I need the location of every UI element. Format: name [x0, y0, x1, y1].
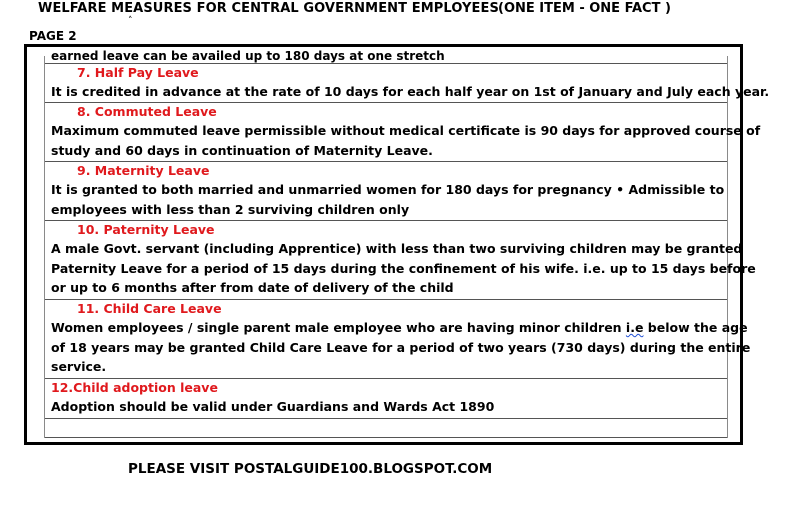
document-title: WELFARE MEASURES FOR CENTRAL GOVERNMENT EMPLOYEES — [38, 1, 499, 16]
row-title: 10. Paternity Leave — [77, 222, 215, 237]
row-title: 9. Maternity Leave — [77, 163, 210, 178]
row-title: 11. Child Care Leave — [77, 301, 222, 316]
row-line: or up to 6 months after from date of delivery of the child — [51, 280, 454, 295]
row-body — [45, 318, 751, 377]
footer-visit-text: PLEASE VISIT POSTALGUIDE100.BLOGSPOT.COM — [128, 461, 493, 477]
table-row — [45, 378, 727, 418]
row-title: 8. Commuted Leave — [77, 104, 217, 119]
table-row — [45, 299, 751, 378]
table-row — [45, 102, 761, 161]
row-line: of 18 years may be granted Child Care Leave for a period of two years (730 days) during the entire — [51, 339, 751, 355]
table-row — [45, 63, 770, 102]
row-line: A male Govt. servant (including Apprentice) with less than two surviving children may be granted — [51, 241, 743, 256]
row-body — [45, 397, 727, 417]
row-title: 7. Half Pay Leave — [77, 65, 199, 80]
row-title: 12.Child adoption leave — [51, 380, 218, 395]
row-line: It is credited in advance at the rate of 10 days for each half year on 1st of January and July each year. — [51, 84, 770, 99]
row-line: It is granted to both married and unmarried women for 180 days for pregnancy • Admissible to — [51, 182, 725, 197]
row-body — [45, 180, 727, 219]
cut-off-previous-line: earned leave can be availed up to 180 days at one stretch — [51, 49, 445, 63]
empty-table-row — [45, 418, 727, 437]
row-line: study and 60 days in continuation of Maternity Leave. — [51, 142, 433, 158]
row-line: Adoption should be valid under Guardians and Wards Act 1890 — [51, 399, 495, 414]
table-bottom-border — [45, 437, 727, 438]
row-line: employees with less than 2 surviving children only — [51, 201, 410, 217]
spellcheck-word: i.e — [625, 320, 644, 335]
row-line: Maximum commuted leave permissible without medical certificate is 90 days for approved course of — [51, 123, 761, 138]
table-row — [45, 161, 727, 220]
table-row — [45, 220, 756, 299]
cursor-caret-icon: ˄ — [128, 16, 133, 26]
document-tagline: (ONE ITEM - ONE FACT ) — [498, 1, 671, 16]
leave-table — [44, 49, 770, 438]
row-line: service. — [51, 359, 107, 374]
row-line: Women employees / single parent male employee who are having minor children i.e below the age — [51, 320, 748, 335]
row-body — [45, 121, 761, 160]
page-number: PAGE 2 — [29, 29, 77, 43]
row-line: Paternity Leave for a period of 15 days during the confinement of his wife. i.e. up to 15 days before — [51, 260, 756, 276]
row-body — [45, 239, 756, 298]
row-body — [45, 82, 770, 102]
